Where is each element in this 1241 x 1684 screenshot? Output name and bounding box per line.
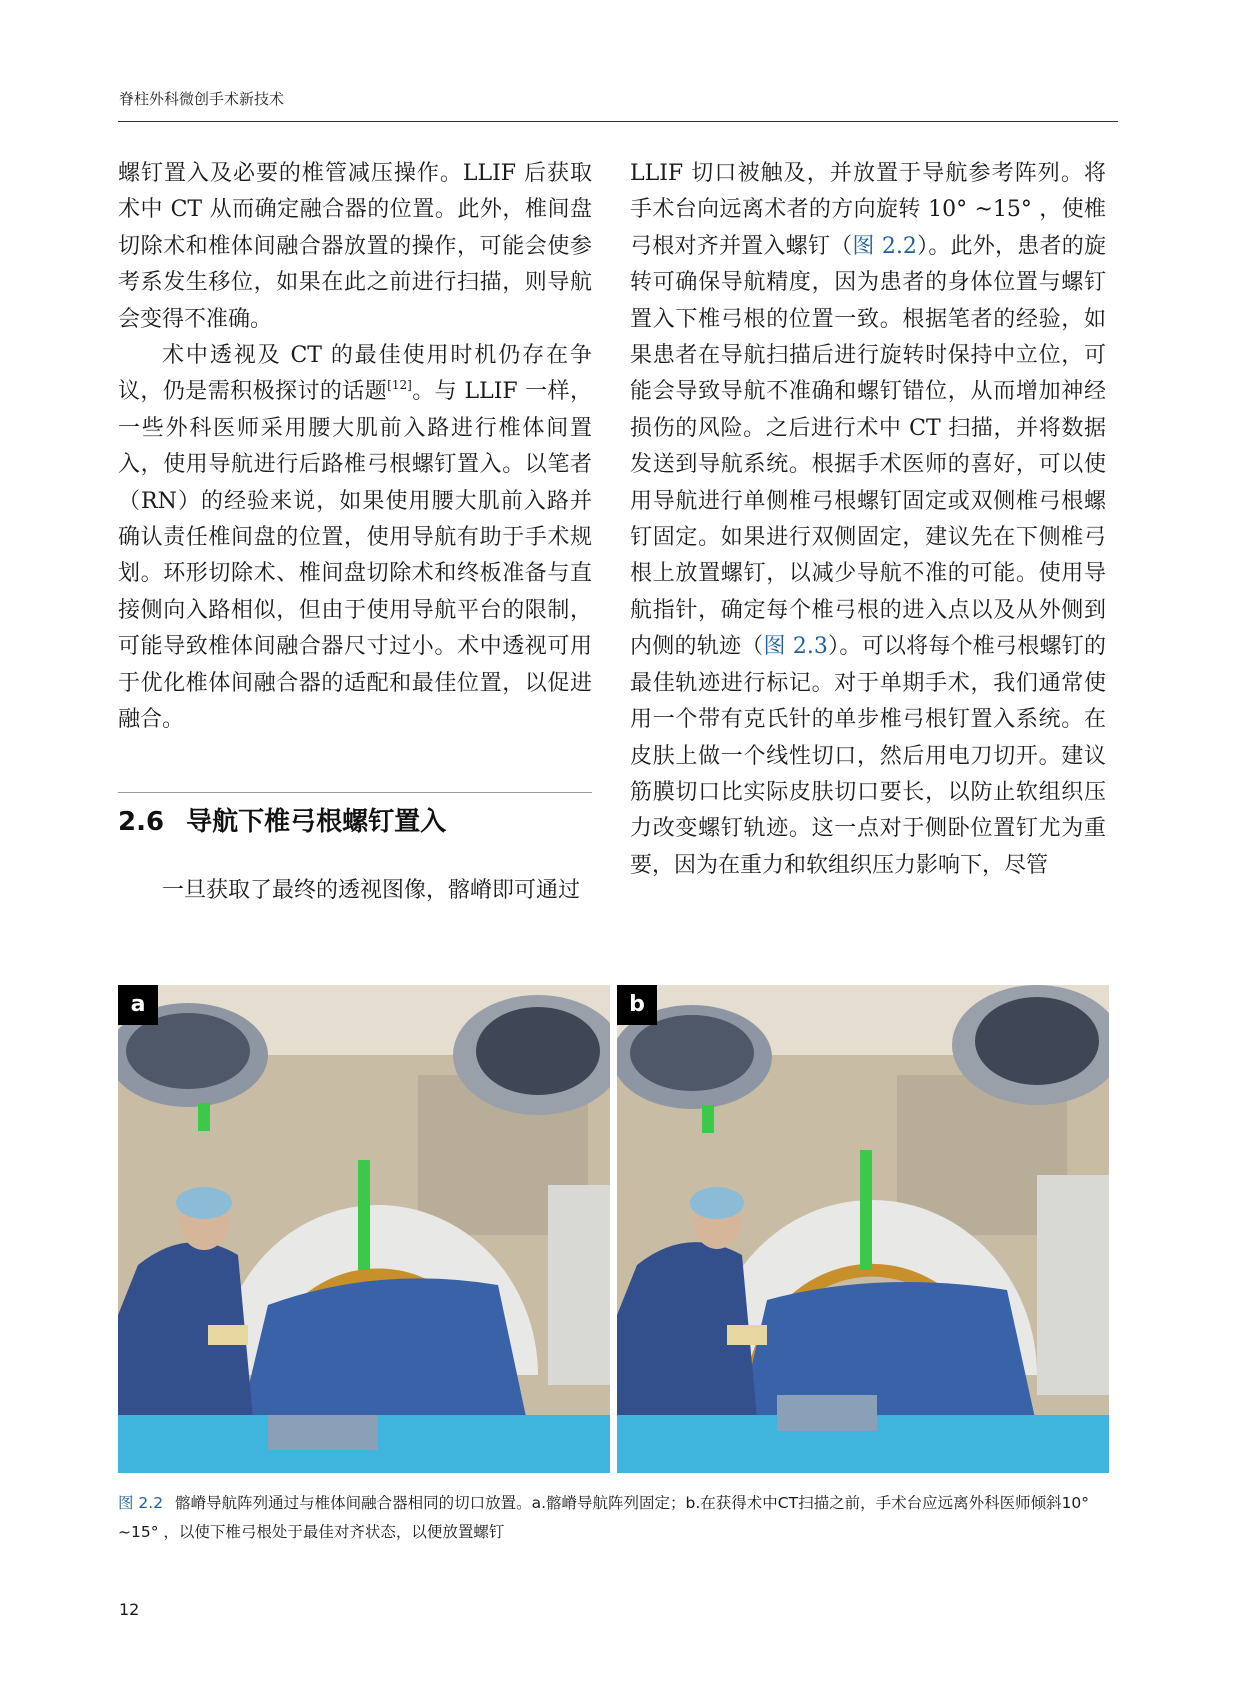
figure-caption xyxy=(118,1489,1118,1547)
right-paragraph xyxy=(630,156,1106,884)
caption-label: 图 2.2 xyxy=(118,1494,164,1512)
caption-text: 髂嵴导航阵列通过与椎体间融合器相同的切口放置。a.髂嵴导航阵列固定；b.在获得术中CT扫描之前，手术台应远离外科医师倾斜10° ~15° ，以使下椎弓根处于最佳对齐状态，以便放置螺钉 xyxy=(118,1494,1090,1541)
section-first-line xyxy=(118,873,592,909)
paragraph-2 xyxy=(118,338,592,738)
left-column xyxy=(118,156,592,739)
running-head: 脊柱外科微创手术新技术 xyxy=(119,90,285,108)
right-text-2: ）。此外，患者的旋转可确保导航精度，因为患者的身体位置与螺钉置入下椎弓根的位置一致。根据笔者的经验，如果患者在导航扫描后进行旋转时保持中立位，可能会导致导航不准确和螺钉错位，从而增加神经损伤的风险。之后进行术中 CT 扫描，并将数据发送到导航系统。根据手术医师的喜好，可以使用导航进行单侧椎弓根螺钉固定或双侧椎弓根螺钉固定。如果进行双侧固定，建议先在下侧椎弓根上放置螺钉，以减少导航不准的可能。使用导航指针，确定每个椎弓根的进入点以及从外侧到内侧的轨迹（ xyxy=(630,233,1106,660)
section-number: 2.6 xyxy=(118,807,165,837)
right-text-1: LLIF 切口被触及，并放置于导航参考阵列。将手术台向远离术者的方向旋转 10° ~15° ，使椎弓根对齐并置入螺钉（ xyxy=(630,161,1106,259)
citation[interactable]: [12] xyxy=(387,378,412,393)
paragraph-1: 螺钉置入及必要的椎管减压操作。LLIF 后获取术中 CT 从而确定融合器的位置。此外，椎间盘切除术和椎体间融合器放置的操作，可能会使参考系发生移位，如果在此之前进行扫描，则导航会变得不准确。 xyxy=(118,161,592,332)
section-heading xyxy=(118,801,446,838)
right-column xyxy=(630,156,1106,884)
figure-link-2-3[interactable]: 图 2.3 xyxy=(763,634,828,660)
figure-panel-a xyxy=(118,985,610,1473)
page-number: 12 xyxy=(119,1600,140,1619)
panel-label-b: b xyxy=(617,985,657,1025)
section-title: 导航下椎弓根螺钉置入 xyxy=(186,807,447,837)
section-paragraph: 一旦获取了最终的透视图像，髂嵴即可通过 xyxy=(162,878,581,903)
paragraph-2-start: 术中透视及 CT 的最佳使用时机仍存在争议，仍是需积极探讨的话题 xyxy=(118,343,592,405)
operating-room-photo-b xyxy=(617,985,1109,1473)
paragraph-2-rest: 。与 LLIF 一样，一些外科医师采用腰大肌前入路进行椎体间置入，使用导航进行后路椎弓根螺钉置入。以笔者（RN）的经验来说，如果使用腰大肌前入路并确认责任椎间盘的位置，使用导航有助于手术规划。环形切除术、椎间盘切除术和终板准备与直接侧向入路相似，但由于使用导航平台的限制，可能导致椎体间融合器尺寸过小。术中透视可用于优化椎体间融合器的适配和最佳位置，以促进融合。 xyxy=(118,379,592,733)
panel-label-a: a xyxy=(118,985,158,1025)
figure-link-2-2[interactable]: 图 2.2 xyxy=(852,233,917,259)
right-text-3: ）。可以将每个椎弓根螺钉的最佳轨迹进行标记。对于单期手术，我们通常使用一个带有克氏针的单步椎弓根钉置入系统。在皮肤上做一个线性切口，然后用电刀切开。建议筋膜切口比实际皮肤切口要长，以防止软组织压力改变螺钉轨迹。这一点对于侧卧位置钉尤为重要，因为在重力和软组织压力影响下，尽管 xyxy=(630,634,1106,878)
operating-room-photo-a xyxy=(118,985,610,1473)
header-rule xyxy=(118,121,1118,122)
section-rule xyxy=(118,792,592,793)
figure-panel-b xyxy=(617,985,1109,1473)
